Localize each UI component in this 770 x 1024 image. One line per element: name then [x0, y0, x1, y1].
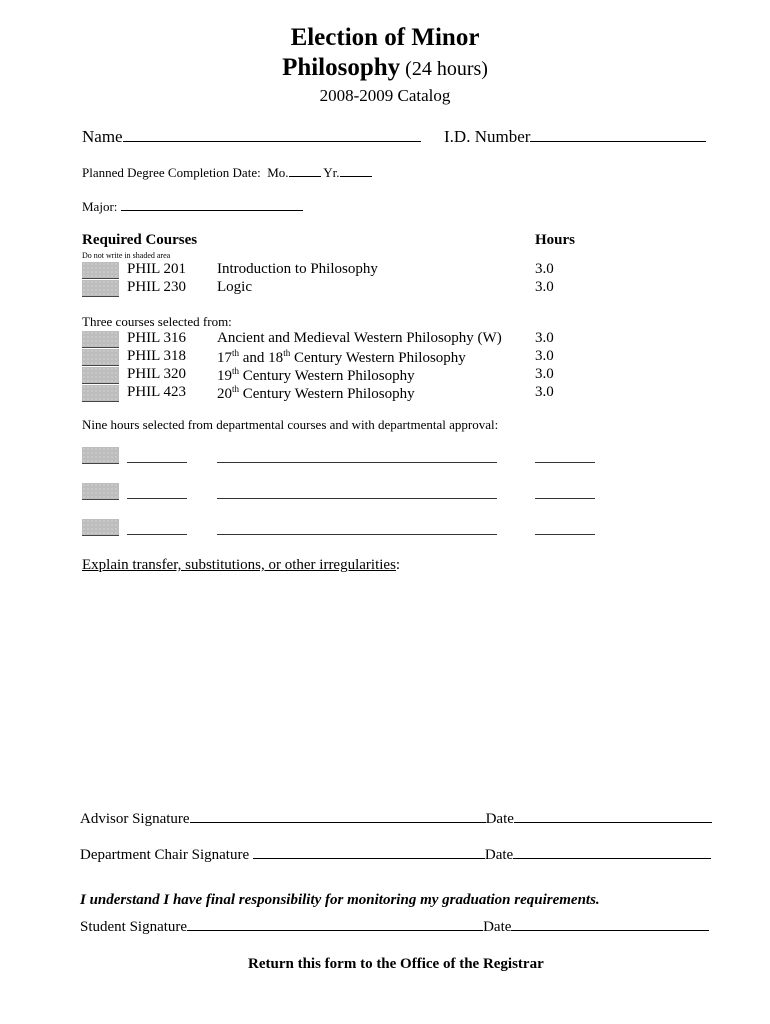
- course-title-line[interactable]: [217, 534, 497, 535]
- date-label: Date: [485, 811, 514, 827]
- shaded-box: [82, 331, 119, 348]
- shaded-box: [82, 447, 119, 464]
- course-title: Logic: [217, 279, 252, 295]
- year-label: Yr.: [323, 165, 340, 180]
- nine-hours-label: Nine hours selected from departmental courses and with departmental approval:: [82, 417, 499, 432]
- student-signature-field[interactable]: [80, 919, 709, 936]
- advisor-label: Advisor Signature: [80, 811, 190, 827]
- completion-label: Planned Degree Completion Date:: [82, 165, 261, 180]
- shaded-box: [82, 349, 119, 366]
- shaded-box: [82, 385, 119, 402]
- chair-label: Department Chair Signature: [80, 847, 250, 863]
- explain-label: Explain transfer, substitutions, or other irregularities:: [82, 557, 401, 573]
- required-heading: Required Courses: [82, 232, 198, 248]
- id-number-field[interactable]: [444, 127, 706, 147]
- course-hours-line[interactable]: [535, 534, 595, 535]
- form-subtitle: [0, 54, 770, 82]
- course-hours: 3.0: [535, 261, 554, 277]
- month-label: Mo.: [267, 165, 289, 180]
- course-title: Introduction to Philosophy: [217, 261, 378, 277]
- three-courses-label: Three courses selected from:: [82, 314, 232, 329]
- course-code: PHIL 423: [127, 384, 187, 400]
- advisor-signature-field[interactable]: [80, 811, 712, 828]
- shaded-box: [82, 483, 119, 500]
- course-title-line[interactable]: [217, 462, 497, 463]
- minor-name: Philosophy: [282, 54, 401, 81]
- course-hours: 3.0: [535, 330, 554, 346]
- catalog-year: 2008-2009 Catalog: [319, 86, 451, 105]
- hours-heading: Hours: [535, 232, 576, 248]
- course-code-line[interactable]: [127, 534, 187, 535]
- completion-date-field[interactable]: [82, 165, 372, 181]
- course-title-line[interactable]: [217, 498, 497, 499]
- course-title: 19th Century Western Philosophy: [217, 366, 415, 384]
- major-label: Major:: [82, 199, 118, 214]
- course-hours: 3.0: [535, 384, 554, 400]
- course-hours-line[interactable]: [535, 462, 595, 463]
- course-hours: 3.0: [535, 279, 554, 295]
- date-label: Date: [484, 847, 514, 863]
- course-code: PHIL 318: [127, 348, 187, 364]
- shaded-box: [82, 367, 119, 384]
- course-code: PHIL 316: [127, 330, 187, 346]
- form-title: Election of Minor: [290, 24, 480, 51]
- course-title: 20th Century Western Philosophy: [217, 384, 415, 402]
- date-label: Date: [483, 919, 512, 935]
- course-hours: 3.0: [535, 366, 554, 382]
- chair-signature-field[interactable]: [80, 847, 711, 864]
- name-label: Name: [82, 127, 123, 146]
- course-code: PHIL 320: [127, 366, 187, 382]
- student-label: Student Signature: [80, 919, 188, 935]
- shaded-box: [82, 262, 119, 279]
- acknowledgement: I understand I have final responsibility for monitoring my graduation requirements.: [80, 892, 600, 908]
- major-field[interactable]: [82, 199, 303, 215]
- course-title: Ancient and Medieval Western Philosophy (W): [217, 330, 502, 346]
- shaded-box: [82, 519, 119, 536]
- return-note: Return this form to the Office of the Registrar: [248, 956, 544, 972]
- shaded-box: [82, 280, 119, 297]
- minor-hours: (24 hours): [400, 58, 488, 80]
- name-field[interactable]: [82, 127, 421, 147]
- shaded-note: Do not write in shaded area: [82, 251, 171, 260]
- course-code: PHIL 201: [127, 261, 187, 277]
- course-hours: 3.0: [535, 348, 554, 364]
- course-hours-line[interactable]: [535, 498, 595, 499]
- course-code-line[interactable]: [127, 498, 187, 499]
- id-label: I.D. Number: [444, 127, 531, 146]
- course-code: PHIL 230: [127, 279, 187, 295]
- course-title: 17th and 18th Century Western Philosophy: [217, 348, 466, 366]
- course-code-line[interactable]: [127, 462, 187, 463]
